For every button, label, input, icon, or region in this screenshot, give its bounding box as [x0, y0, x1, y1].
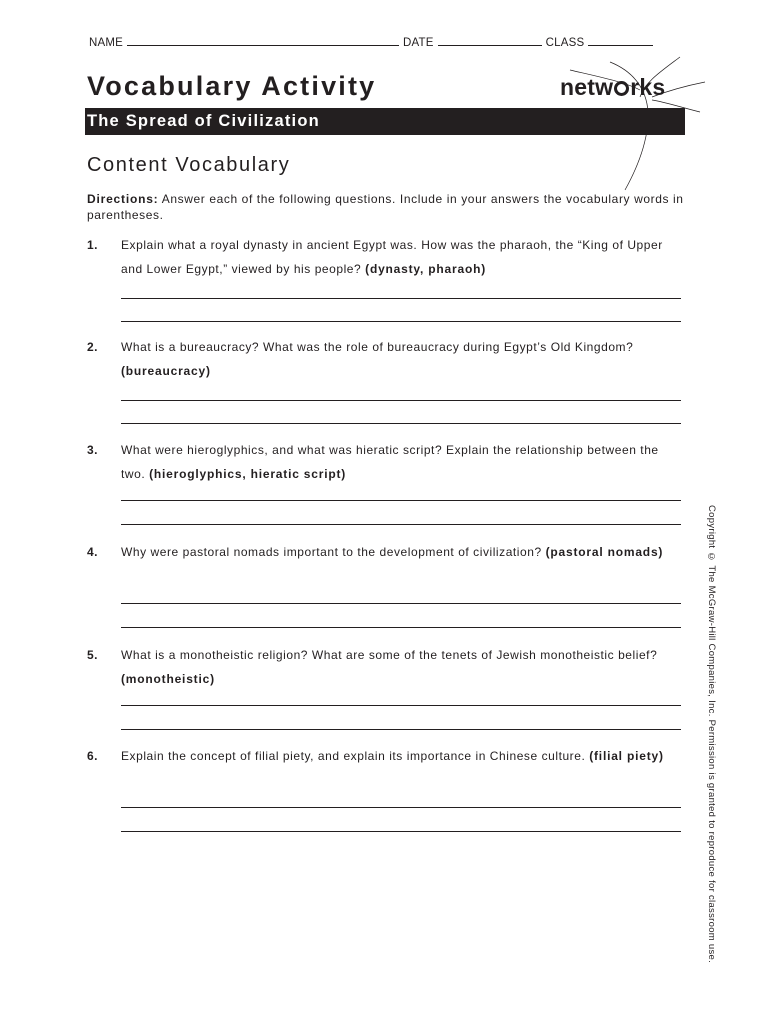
- question-number: 3.: [87, 443, 99, 457]
- answer-line[interactable]: [121, 500, 681, 501]
- answer-line[interactable]: [121, 603, 681, 604]
- question-terms: (hieroglyphics, hieratic script): [149, 467, 347, 481]
- question-text: Explain what a royal dynasty in ancient Egypt was. How was the pharaoh, the “King of Upper and Lower Egypt,” viewed by his people? (dynasty, pharaoh): [121, 238, 663, 276]
- question-text: What is a bureaucracy? What was the role of bureaucracy during Egypt’s Old Kingdom? (bureaucracy): [121, 340, 634, 378]
- name-blank[interactable]: [127, 34, 399, 46]
- answer-line[interactable]: [121, 298, 681, 299]
- networks-logo: [560, 72, 665, 102]
- logo-text-end: rks: [630, 74, 666, 100]
- question-number: 5.: [87, 648, 99, 662]
- answer-line[interactable]: [121, 831, 681, 832]
- question-terms: (pastoral nomads): [545, 545, 664, 559]
- logo-text-start: netw: [560, 74, 614, 100]
- globe-o-icon: [614, 81, 629, 96]
- answer-line[interactable]: [121, 807, 681, 808]
- question-text: What were hieroglyphics, and what was hieratic script? Explain the relationship between the two. (hieroglyphics, hieratic script): [121, 443, 659, 481]
- answer-line[interactable]: [121, 524, 681, 525]
- class-blank[interactable]: [588, 34, 653, 46]
- question-number: 2.: [87, 340, 99, 354]
- answer-line[interactable]: [121, 705, 681, 706]
- answer-line[interactable]: [121, 729, 681, 730]
- question-number: 6.: [87, 749, 99, 763]
- question-number: 1.: [87, 238, 99, 252]
- question-text: Explain the concept of filial piety, and explain its importance in Chinese culture. (filial piety): [121, 749, 664, 763]
- question-terms: (monotheistic): [121, 672, 215, 686]
- question-terms: (bureaucracy): [121, 364, 211, 378]
- question-text: What is a monotheistic religion? What are some of the tenets of Jewish monotheistic belief? (monotheistic): [121, 648, 658, 686]
- directions-text: Answer each of the following questions. Include in your answers the vocabulary words in parentheses.: [87, 192, 684, 222]
- section-title: Content Vocabulary: [87, 154, 291, 176]
- question-terms: (filial piety): [589, 749, 664, 763]
- directions: [87, 191, 685, 223]
- copyright-notice: Copyright © The McGraw-Hill Companies, Inc. Permission is granted to reproduce for classroom use.: [706, 505, 717, 964]
- question-text: Why were pastoral nomads important to the development of civilization? (pastoral nomads): [121, 545, 664, 559]
- name-label: NAME: [89, 37, 124, 49]
- page-subtitle: The Spread of Civilization: [87, 112, 320, 130]
- date-blank[interactable]: [438, 34, 542, 46]
- answer-line[interactable]: [121, 423, 681, 424]
- directions-label: Directions:: [87, 192, 159, 206]
- answer-line[interactable]: [121, 400, 681, 401]
- question-terms: (dynasty, pharaoh): [365, 262, 487, 276]
- class-label: CLASS: [545, 37, 585, 49]
- date-label: DATE: [403, 37, 434, 49]
- question-number: 4.: [87, 545, 99, 559]
- page-title: Vocabulary Activity: [87, 71, 377, 101]
- answer-line[interactable]: [121, 321, 681, 322]
- answer-line[interactable]: [121, 627, 681, 628]
- student-info-line: [89, 34, 689, 52]
